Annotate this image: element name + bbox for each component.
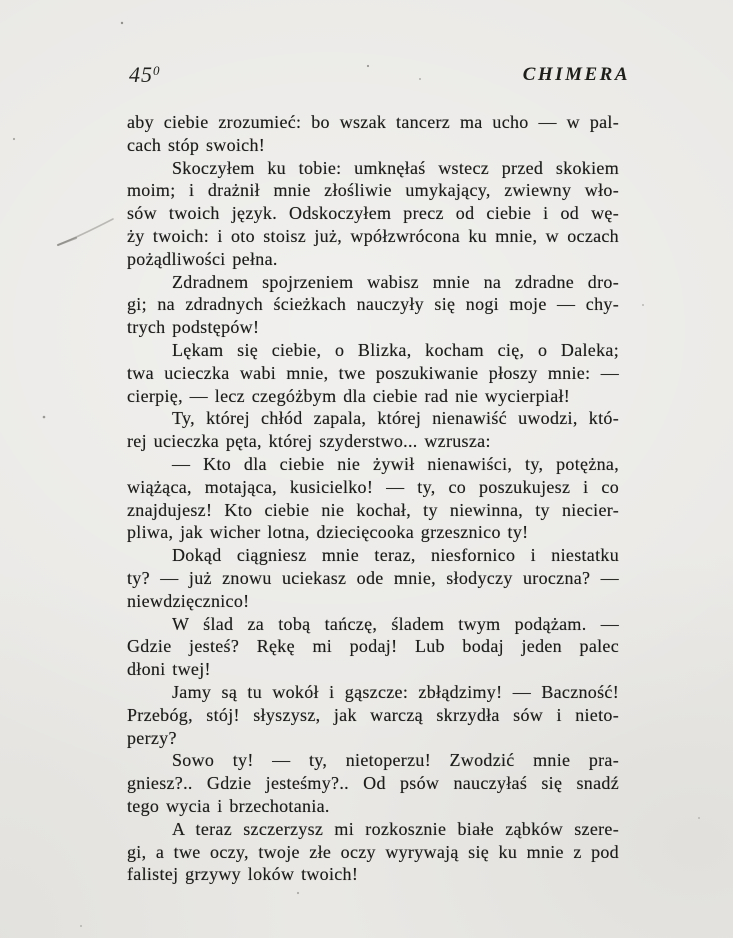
scan-speck <box>297 892 299 894</box>
paragraph <box>127 613 619 681</box>
text-line: wiążąca, motająca, kusicielko! — ty, co poszukujesz i co <box>127 476 619 497</box>
text-line: perzy? <box>127 727 177 748</box>
text-line: sów twoich język. Odskoczyłem precz od ciebie i od wę- <box>127 203 619 224</box>
text-line: Zdradnem spojrzeniem wabisz mnie na zdradne dro- <box>172 271 619 292</box>
text-line: pliwa, jak wicher lotna, dziecięcooka grzesznico ty! <box>127 522 529 543</box>
text-line: pożądliwości pełna. <box>127 248 278 269</box>
text-line: Skoczyłem ku tobie: umknęłaś wstecz przed skokiem <box>172 157 619 178</box>
text-line: Ty, której chłód zapala, której nienawiść uwodzi, któ- <box>172 408 619 429</box>
text-line: rej ucieczka pęta, której szyderstwo... wzrusza: <box>127 431 491 452</box>
text-line: niewdzięcznico! <box>127 590 250 611</box>
scan-crease <box>58 238 76 245</box>
text-line: Przebóg, stój! słyszysz, jak warczą skrzydła sów i nieto- <box>127 704 619 725</box>
paragraph <box>127 271 619 339</box>
paragraph <box>127 407 619 453</box>
text-line: tego wycia i brzechotania. <box>127 795 330 816</box>
text-line: Sowo ty! — ty, nietoperzu! Zwodzić mnie pra- <box>172 750 619 771</box>
text-line: — Kto dla ciebie nie żywił nienawiści, ty, potężna, <box>172 453 619 474</box>
scan-speck <box>698 817 700 819</box>
text-line: W ślad za tobą tańczę, śladem twym podążam. — <box>172 613 619 634</box>
page-number-superscript: 0 <box>153 63 160 78</box>
text-line: gi; na zdradnych ścieżkach nauczyły się nogi moje — chy- <box>127 294 619 315</box>
paragraph <box>127 749 619 817</box>
text-line: Gdzie jesteś? Rękę mi podaj! Lub bodaj jeden palec <box>127 636 619 657</box>
scan-speck <box>43 416 46 419</box>
text-line: dłoni twej! <box>127 659 211 680</box>
text-line: ty? — już znowu uciekasz ode mnie, słodyczy uroczna? — <box>127 567 619 588</box>
scan-speck <box>367 65 369 67</box>
scan-crease <box>58 219 113 245</box>
scan-speck <box>419 78 421 80</box>
text-line: gi, a twe oczy, twoje złe oczy wyrywają się ku mnie z pod <box>127 841 619 862</box>
paragraph <box>127 157 619 271</box>
text-line: A teraz szczerzysz mi rozkosznie białe ząbków szere- <box>172 818 619 839</box>
paragraph <box>127 681 619 749</box>
paragraph <box>127 453 619 544</box>
text-line: cierpię, — lecz czegóżbym dla ciebie rad nie wycierpiał! <box>127 385 571 406</box>
text-line: cach stóp swoich! <box>127 134 266 155</box>
scan-speck <box>80 925 82 927</box>
text-line: aby ciebie zrozumieć: bo wszak tancerz ma ucho — w pal- <box>127 112 619 132</box>
scan-speck <box>121 22 123 24</box>
text-line: gniesz?.. Gdzie jesteśmy?.. Od psów nauczyłaś się snadź <box>127 773 619 794</box>
text-line: moim; i drażnił mnie złośliwie umykający, zwiewny wło- <box>127 180 619 201</box>
scan-speck <box>642 304 644 306</box>
paragraph <box>127 818 619 886</box>
text-line: trych podstępów! <box>127 317 260 338</box>
text-line: twa ucieczka wabi mnie, twe poszukiwanie płoszy mnie: — <box>127 362 619 383</box>
paragraph <box>127 544 619 612</box>
text-line: ży twoich: i oto stoisz już, wpółzwrócona ku mnie, w oczach <box>127 225 619 246</box>
text-line: Lękam się ciebie, o Blizka, kocham cię, o Daleka; <box>172 339 619 360</box>
page-number-main: 45 <box>129 62 153 87</box>
text-line: znajdujesz! Kto ciebie nie kochał, ty niewinna, ty niecier- <box>127 499 619 520</box>
page-text <box>127 111 619 886</box>
text-line: Jamy są tu wokół i gąszcze: zbłądzimy! — Baczność! <box>172 681 619 702</box>
page-number <box>129 62 160 88</box>
text-line: falistej grzywy loków twoich! <box>127 864 359 885</box>
paragraph <box>127 339 619 407</box>
text-line: Dokąd ciągniesz mnie teraz, niesfornico i niestatku <box>172 545 619 566</box>
scan-speck <box>13 138 15 140</box>
paragraph <box>127 111 619 157</box>
journal-title: CHIMERA <box>522 64 630 85</box>
